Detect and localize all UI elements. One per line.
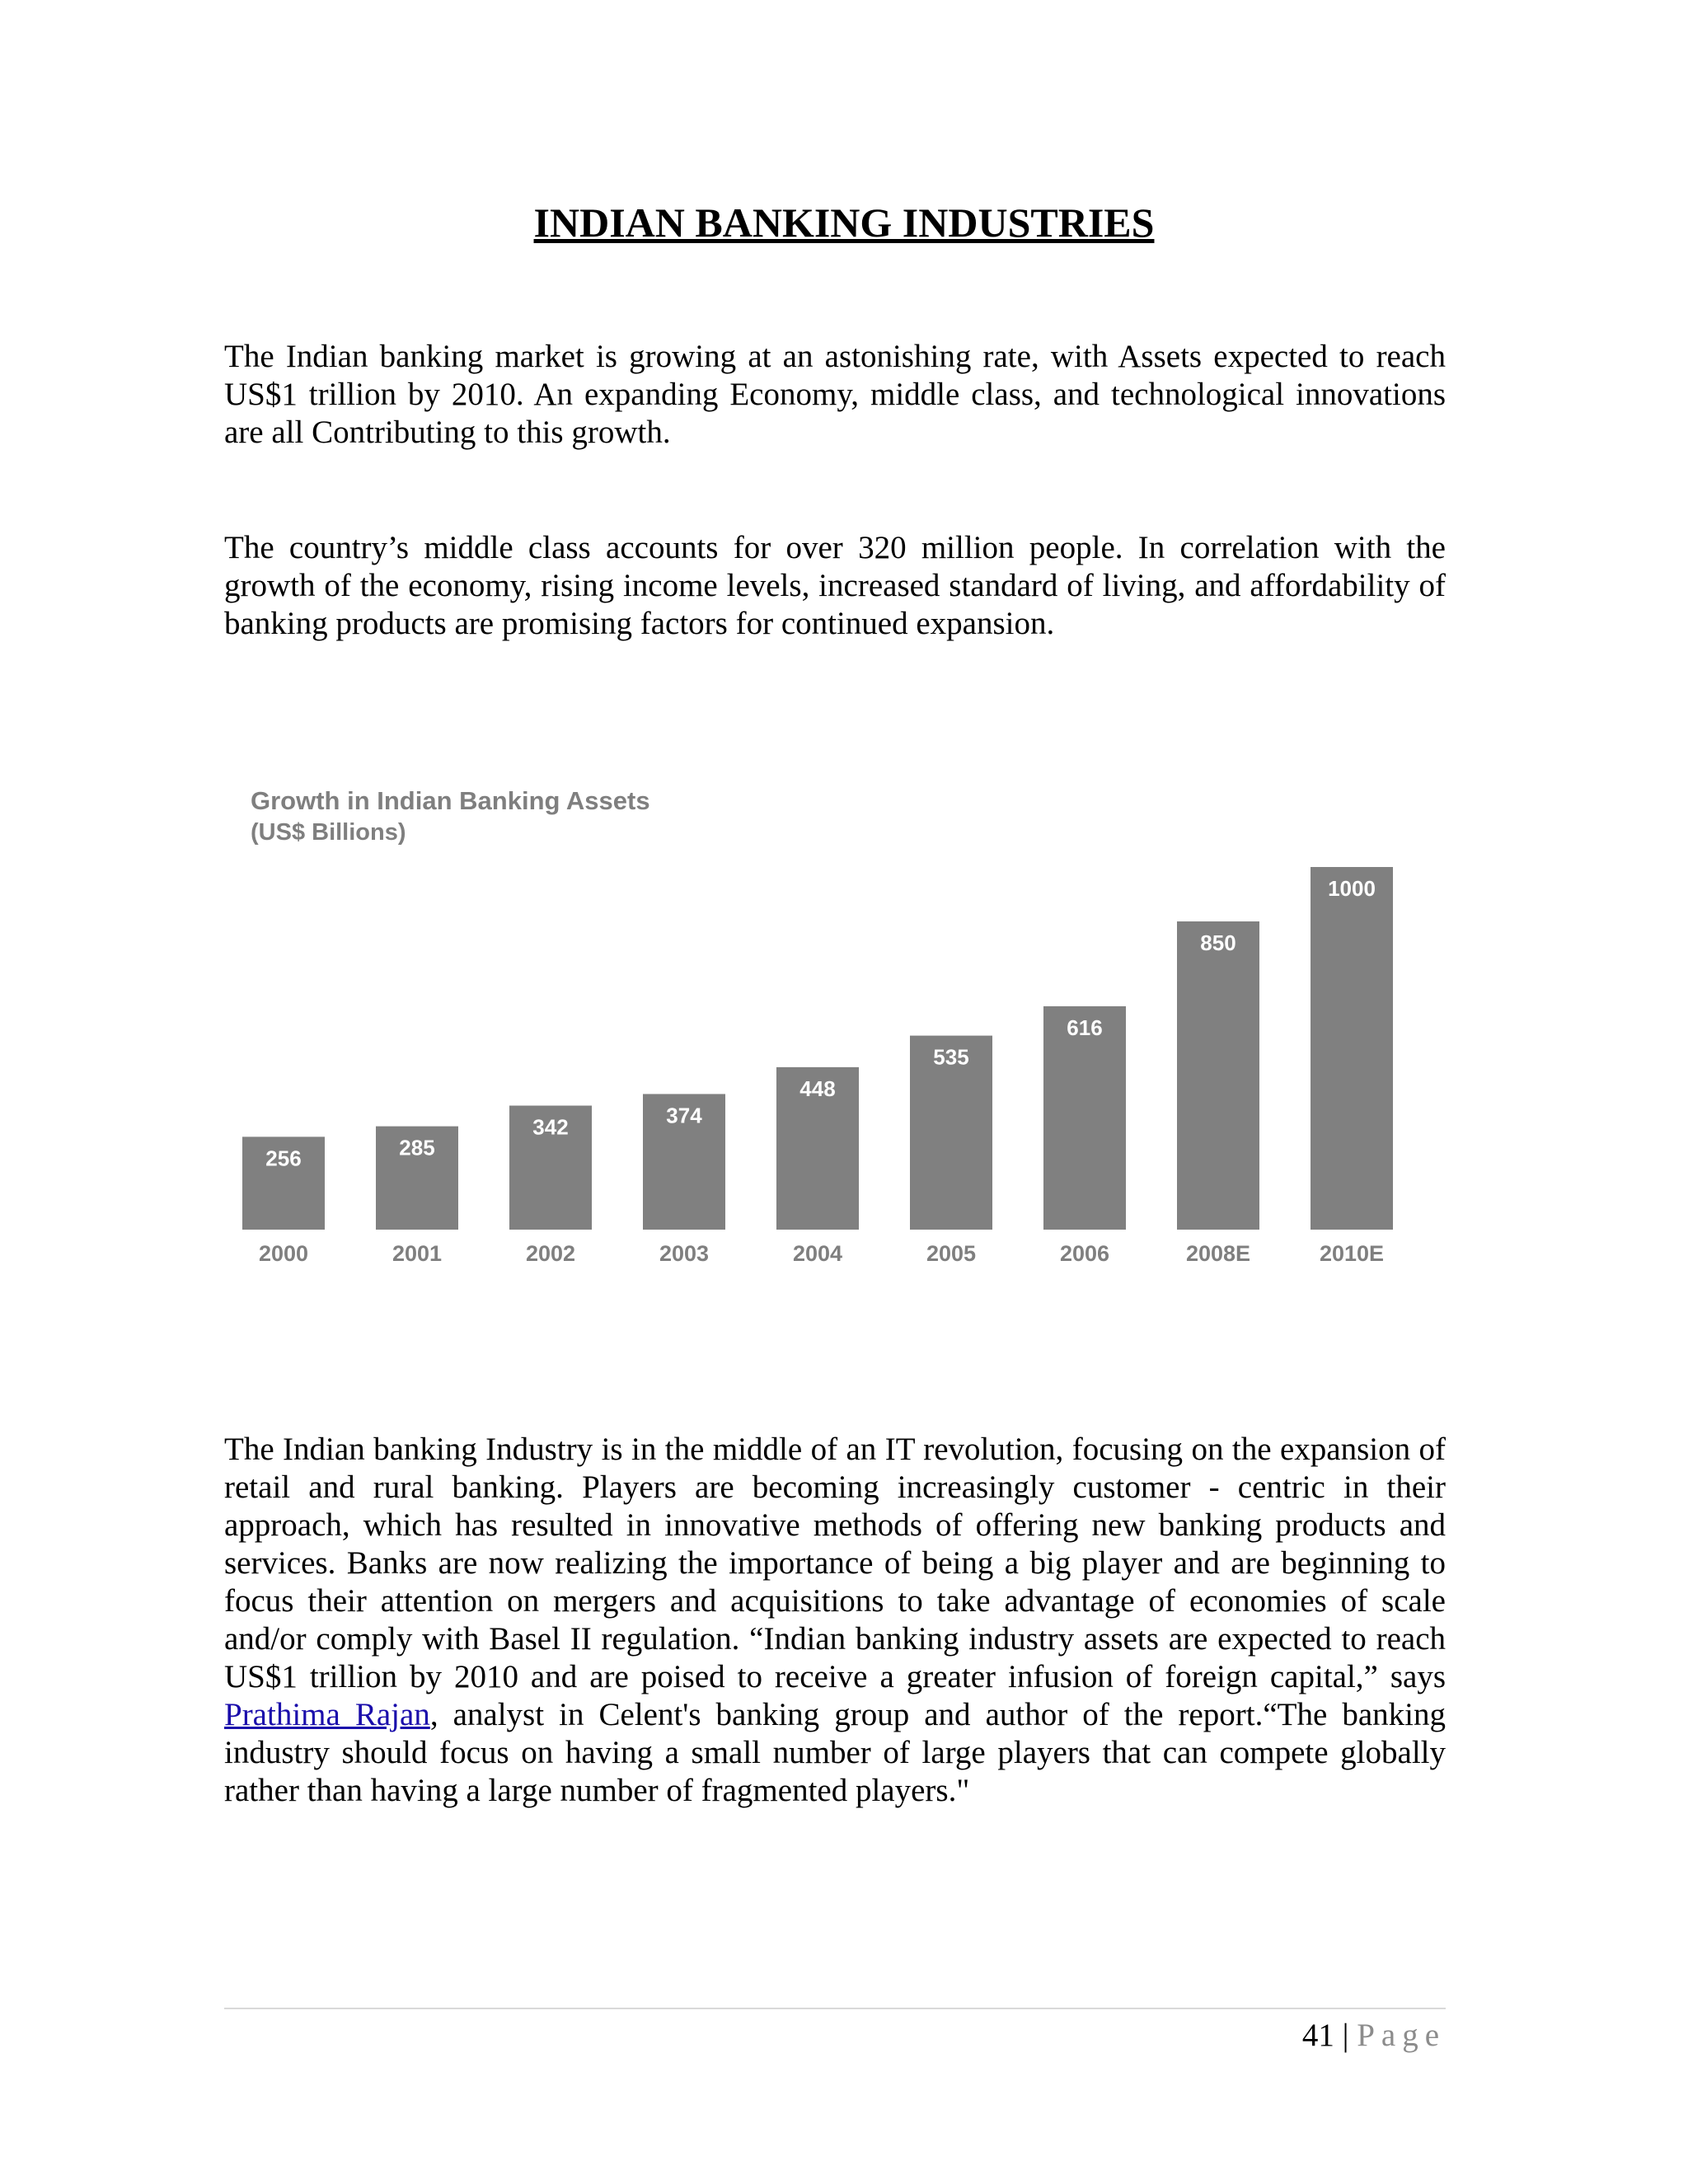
paragraph-it-revolution [224, 1431, 1446, 1810]
footer-divider [224, 2008, 1446, 2009]
x-tick-label: 2001 [392, 1241, 443, 1266]
bar-value-label: 256 [265, 1146, 302, 1171]
paragraph-text: The Indian banking Industry is in the middle of an IT revolution, focusing on the expansion of retail and rural banking. Players are becoming increasingly customer - centric in their approach, which has resulted in innovative methods of offering new banking products and services. Banks are now realizing the importance of being a big player and are beginning to focus their attention on mergers and acquisitions to take advantage of economies of scale and/or comply with Basel II regulation. “Indian banking industry assets are expected to reach US$1 trillion by 2010 and are poised to receive a greater infusion of foreign capital,” says [224, 1432, 1446, 1694]
prathima-rajan-link[interactable]: Prathima Rajan [224, 1697, 430, 1732]
chart-subtitle: (US$ Billions) [251, 819, 406, 846]
x-tick-label: 2010E [1319, 1241, 1385, 1266]
x-tick-label: 2000 [258, 1241, 309, 1266]
x-tick-label: 2008E [1185, 1241, 1251, 1266]
page-title: INDIAN BANKING INDUSTRIES [533, 199, 1155, 246]
chart-bars [242, 867, 1393, 1266]
paragraph-middle-class: The country’s middle class accounts for over 320 million people. In correlation with the growth of the economy, rising income levels, increased standard of living, and affordability of banking products are promising factors for continued expansion. [224, 530, 1446, 641]
bar-2010E [1311, 867, 1393, 1230]
x-tick-label: 2004 [792, 1241, 843, 1266]
x-tick-label: 2002 [525, 1241, 576, 1266]
chart-title: Growth in Indian Banking Assets [251, 786, 650, 815]
bar-value-label: 285 [399, 1135, 435, 1160]
paragraph-text-end: , analyst in Celent's banking group and author of the report.“The banking industry should focus on having a small number of large players that can compete globally rather than having a large number of fragmented players." [224, 1697, 1446, 1808]
bar-value-label: 448 [799, 1076, 836, 1101]
page-footer [1302, 2011, 1446, 2060]
bar-value-label: 1000 [1328, 876, 1376, 901]
x-tick-label: 2005 [926, 1241, 977, 1266]
bar-value-label: 535 [933, 1044, 969, 1070]
banking-assets-chart [224, 775, 1446, 1286]
paragraph-intro: The Indian banking market is growing at an astonishing rate, with Assets expected to reach US$1 trillion by 2010. An expanding Economy, middle class, and technological innovations are all Contributing to this growth. [224, 339, 1446, 450]
page-label: Page [1357, 2018, 1446, 2053]
x-tick-label: 2006 [1059, 1241, 1110, 1266]
bar-value-label: 374 [666, 1103, 702, 1128]
bar-2008E [1177, 921, 1259, 1230]
bar-value-label: 342 [532, 1114, 569, 1140]
page-number: 41 [1301, 2018, 1334, 2053]
footer-separator: | [1342, 2018, 1349, 2053]
x-tick-label: 2003 [659, 1241, 710, 1266]
bar-value-label: 616 [1067, 1015, 1103, 1040]
bar-value-label: 850 [1200, 930, 1236, 955]
